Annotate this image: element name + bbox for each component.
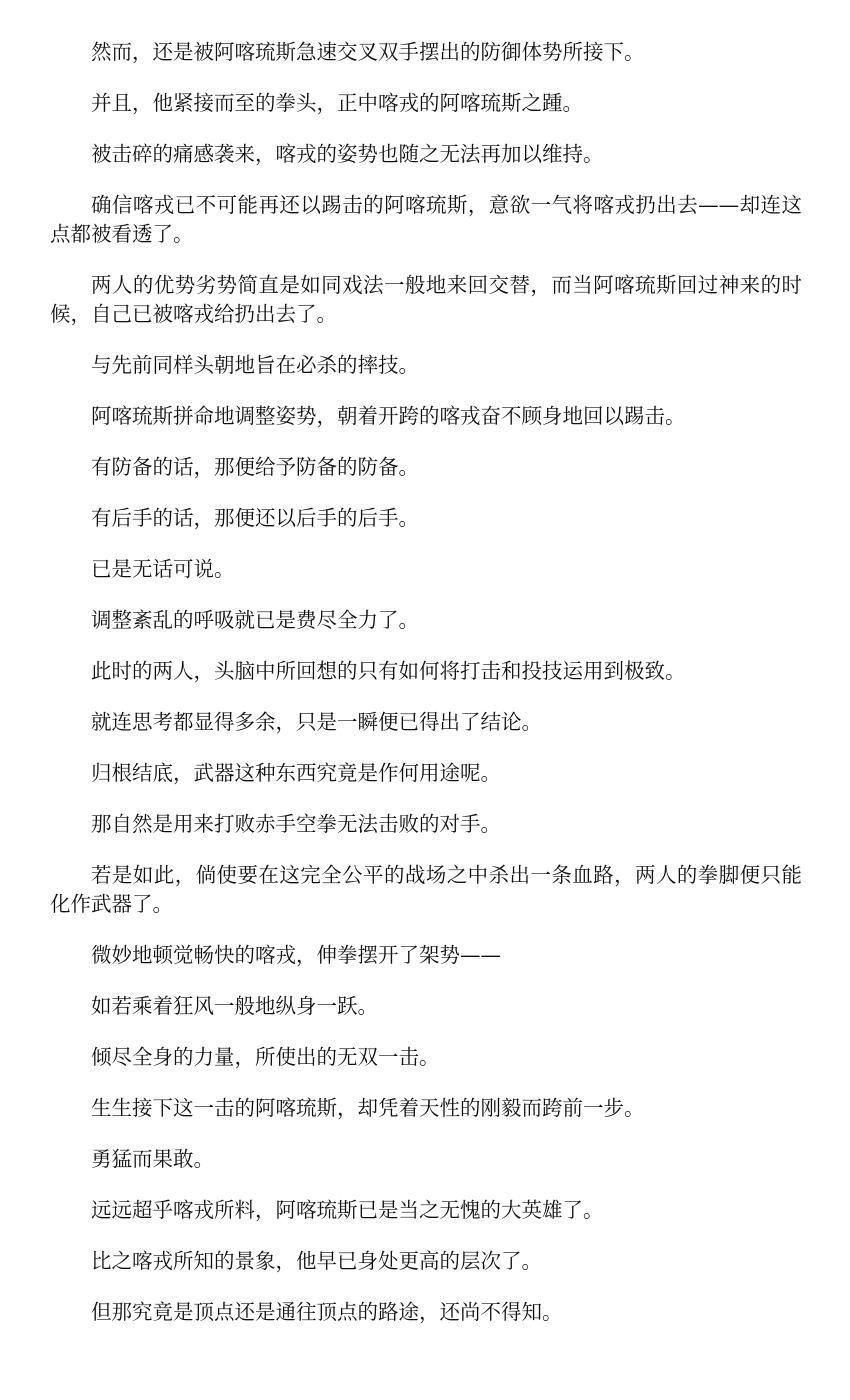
- paragraph-15: 那自然是用来打败赤手空拳无法击败的对手。: [91, 812, 501, 836]
- paragraph-4: 确信喀戎已不可能再还以踢击的阿喀琉斯，意欲一气将喀戎扔出去——却连这点都被看透了。: [50, 193, 802, 246]
- paragraph-3: 被击碎的痛感袭来，喀戎的姿势也随之无法再加以维持。: [91, 142, 604, 166]
- paragraph-14: 归根结底，武器这种东西究竟是作何用途呢。: [91, 761, 501, 785]
- paragraph-9: 有后手的话，那便还以后手的后手。: [91, 506, 419, 530]
- paragraph-19: 倾尽全身的力量，所使出的无双一击。: [91, 1045, 440, 1069]
- paragraph-8: 有防备的话，那便给予防备的防备。: [91, 455, 419, 479]
- paragraph-22: 远远超乎喀戎所料，阿喀琉斯已是当之无愧的大英雄了。: [91, 1198, 604, 1222]
- paragraph-1: 然而，还是被阿喀琉斯急速交叉双手摆出的防御体势所接下。: [91, 40, 645, 64]
- paragraph-21: 勇猛而果敢。: [91, 1147, 214, 1171]
- paragraph-24: 但那究竟是顶点还是通往顶点的路途，还尚不得知。: [91, 1300, 563, 1324]
- paragraph-5: 两人的优势劣势简直是如同戏法一般地来回交替，而当阿喀琉斯回过神来的时候，自己已被喀戎给扔出去了。: [50, 273, 802, 326]
- paragraph-11: 调整紊乱的呼吸就已是费尽全力了。: [91, 608, 419, 632]
- paragraph-12: 此时的两人，头脑中所回想的只有如何将打击和投技运用到极致。: [91, 659, 686, 683]
- paragraph-13: 就连思考都显得多余，只是一瞬便已得出了结论。: [91, 710, 542, 734]
- paragraph-2: 并且，他紧接而至的拳头，正中喀戎的阿喀琉斯之踵。: [91, 91, 583, 115]
- paragraph-7: 阿喀琉斯拼命地调整姿势，朝着开跨的喀戎奋不顾身地回以踢击。: [91, 404, 686, 428]
- paragraph-10: 已是无话可说。: [91, 557, 235, 581]
- paragraph-18: 如若乘着狂风一般地纵身一跃。: [91, 994, 378, 1018]
- paragraph-16: 若是如此，倘使要在这完全公平的战场之中杀出一条血路，两人的拳脚便只能化作武器了。: [50, 863, 802, 916]
- paragraph-17: 微妙地顿觉畅快的喀戎，伸拳摆开了架势——: [91, 943, 501, 967]
- paragraph-20: 生生接下这一击的阿喀琉斯，却凭着天性的刚毅而跨前一步。: [91, 1096, 645, 1120]
- paragraph-23: 比之喀戎所知的景象，他早已身处更高的层次了。: [91, 1249, 542, 1273]
- text-body: [50, 38, 802, 1349]
- paragraph-6: 与先前同样头朝地旨在必杀的摔技。: [91, 353, 419, 377]
